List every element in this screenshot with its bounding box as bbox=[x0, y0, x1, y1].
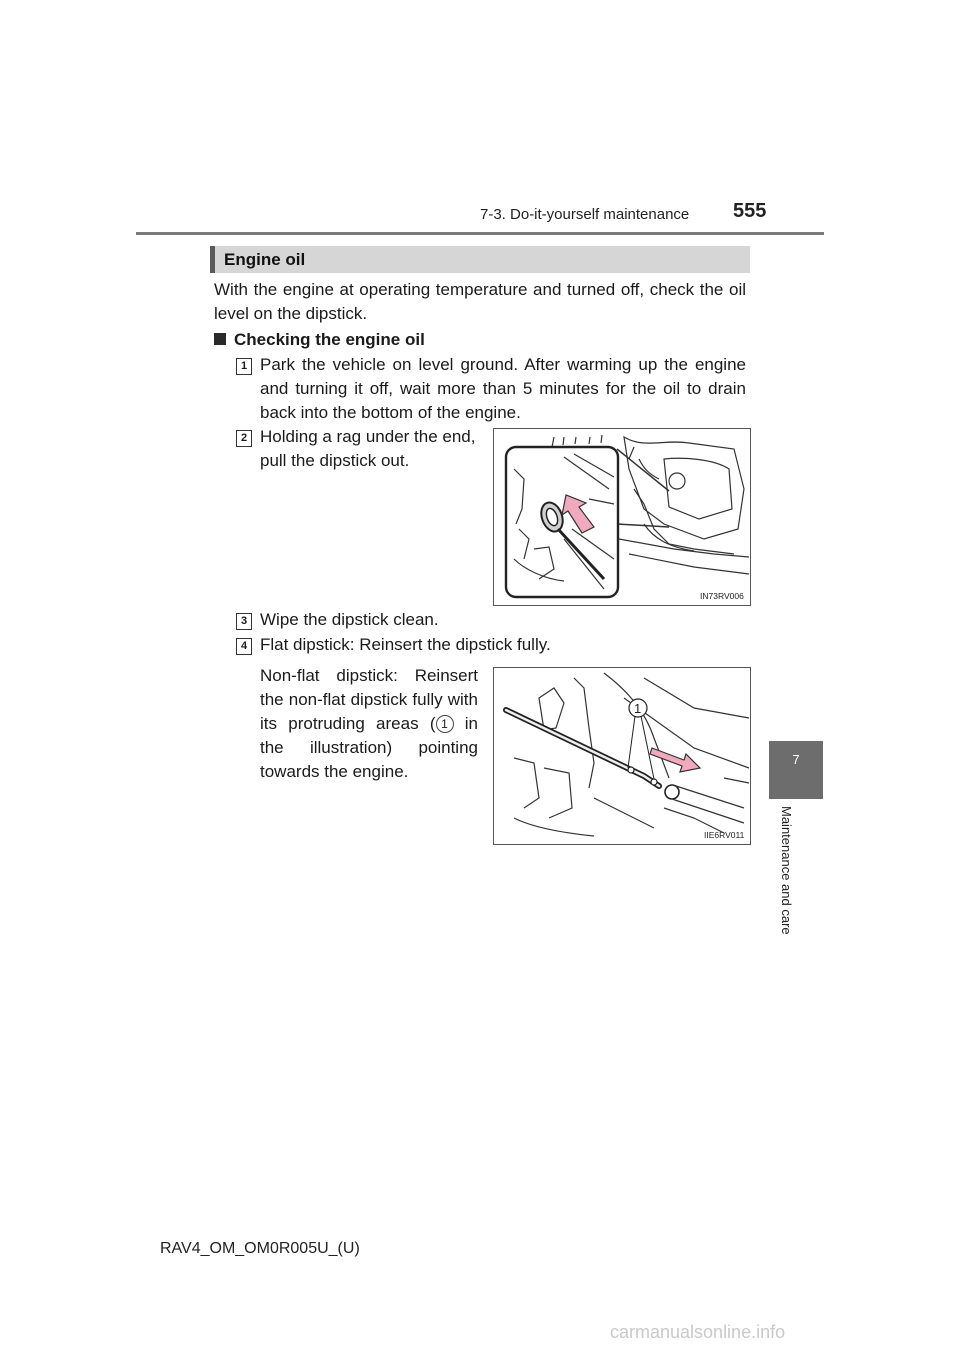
step-4-nonflat-text bbox=[260, 664, 478, 784]
dipstick-illustration bbox=[494, 668, 750, 844]
step-text-2: Holding a rag under the end, pull the dipstick out. bbox=[260, 427, 476, 470]
header-section-title: 7-3. Do-it-yourself maintenance bbox=[480, 206, 690, 223]
engine-bay-illustration bbox=[494, 429, 750, 605]
figure-dipstick-pull bbox=[493, 428, 751, 606]
figure-code-2: IIE6RV011 bbox=[704, 830, 745, 840]
figure-2-callout: 1 bbox=[634, 701, 642, 716]
callout-1-inline: 1 bbox=[436, 715, 454, 733]
figure-code-1: IN73RV006 bbox=[700, 591, 744, 601]
document-id: RAV4_OM_OM0R005U_(U) bbox=[160, 1240, 360, 1257]
chapter-number: 7 bbox=[792, 752, 800, 767]
step-number-2: 2 bbox=[236, 430, 252, 447]
watermark: carmanualsonline.info bbox=[610, 1322, 786, 1342]
header-rule bbox=[136, 232, 824, 235]
chapter-tab bbox=[769, 741, 823, 799]
subsection-heading bbox=[214, 330, 425, 350]
step-number-1: 1 bbox=[236, 358, 252, 375]
nonflat-text-before: Non-flat dipstick: Reinsert the non-flat dipstick fully with its protruding areas ( bbox=[260, 666, 478, 733]
step-text-1: Park the vehicle on level ground. After warming up the engine and turning it off, wait more than 5 minutes for the oil to drain back into the bottom of the engine. bbox=[260, 355, 746, 422]
section-title-accent bbox=[210, 246, 215, 273]
nonflat-text-after: in the illustration) pointing towards the engine. bbox=[260, 714, 478, 781]
step-number-3: 3 bbox=[236, 613, 252, 630]
step-text-3: Wipe the dipstick clean. bbox=[260, 610, 439, 629]
section-title: Engine oil bbox=[224, 250, 306, 269]
step-text-4: Flat dipstick: Reinsert the dipstick fully. bbox=[260, 635, 551, 654]
chapter-label-wrap bbox=[772, 806, 802, 956]
page-number: 555 bbox=[733, 200, 767, 222]
figure-dipstick-reinsert bbox=[493, 667, 751, 845]
subsection-title: Checking the engine oil bbox=[234, 330, 425, 349]
step-number-4: 4 bbox=[236, 638, 252, 655]
intro-paragraph: With the engine at operating temperature and turned off, check the oil level on the dipstick. bbox=[214, 280, 746, 323]
square-bullet-icon bbox=[214, 333, 226, 345]
chapter-label: Maintenance and care bbox=[779, 806, 794, 935]
